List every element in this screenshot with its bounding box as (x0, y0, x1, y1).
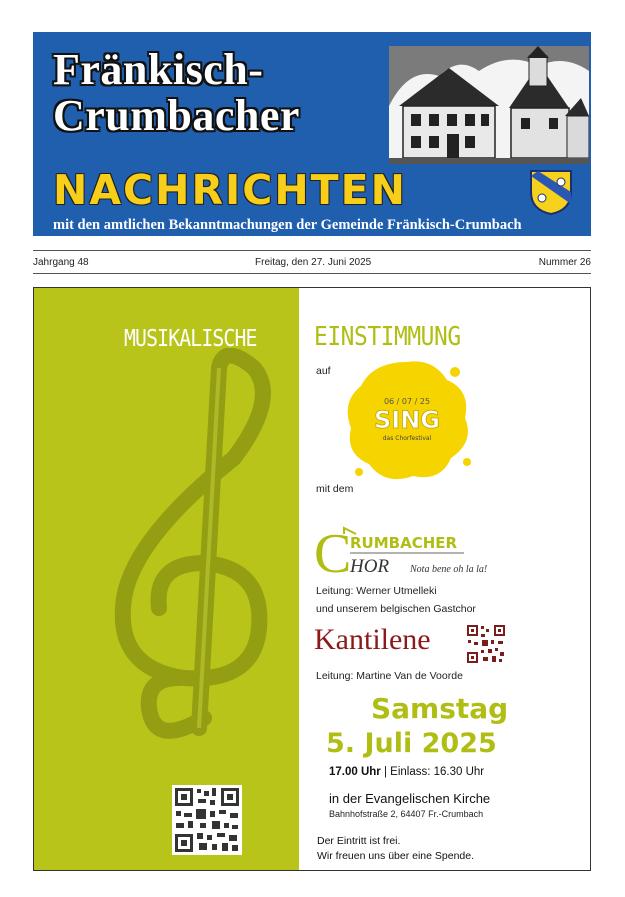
poster-gastchor: und unserem belgischen Gastchor (316, 603, 476, 615)
masthead-title-line1: Fränkisch- (53, 45, 264, 94)
poster-einlass: | Einlass: 16.30 Uhr (380, 766, 485, 778)
masthead-title-line2: Crumbacher (53, 91, 300, 140)
chor-initial: C (314, 526, 352, 582)
chor-line1: RUMBACHER (350, 534, 458, 552)
poster-heading-left: MUSIKALISCHE (124, 326, 257, 352)
masthead-nachrichten: NACHRICHTEN (53, 166, 407, 214)
qr-code-icon (466, 624, 506, 664)
sing-festival-logo (337, 350, 477, 490)
kantilene-logo: Kantilene (314, 623, 431, 656)
masthead (33, 32, 591, 236)
sing-word: SING (374, 406, 440, 434)
poster-heading-right: EINSTIMMUNG (314, 322, 461, 352)
issue-date: Freitag, den 27. Juni 2025 (255, 257, 372, 268)
issue-jahrgang: Jahrgang 48 (33, 257, 89, 268)
poster-date: 5. Juli 2025 (326, 728, 497, 759)
treble-clef-icon (94, 348, 284, 768)
poster-location: in der Evangelischen Kirche (329, 791, 491, 806)
top-rule (33, 250, 591, 251)
poster-auf: auf (316, 365, 331, 377)
chor-tagline: Nota bene oh la la! (410, 564, 488, 575)
poster-admission-line2: Wir freuen uns über eine Spende. (317, 850, 475, 862)
poster-mit-dem: mit dem (316, 483, 354, 495)
poster-admission-line1: Der Eintritt ist frei. (317, 835, 401, 847)
poster-leitung2: Leitung: Martine Van de Voorde (316, 670, 463, 682)
chor-line2: HOR (350, 556, 390, 577)
sing-sub: das Chorfestival (382, 435, 432, 442)
town-house-illustration (389, 46, 589, 164)
municipal-crest-icon (528, 168, 574, 216)
poster-admission (317, 834, 474, 864)
poster-samstag: Samstag (371, 692, 509, 725)
poster-start-time: 17.00 Uhr (329, 766, 381, 778)
sing-date: 06 / 07 / 25 (383, 397, 431, 406)
crumbacher-chor-logo (314, 526, 514, 582)
masthead-subtitle: mit den amtlichen Bekanntmachungen der Gemeinde Fränkisch-Crumbach (53, 217, 522, 233)
poster-leitung1: Leitung: Werner Utmelleki (316, 585, 437, 597)
poster-address: Bahnhofstraße 2, 64407 Fr.-Crumbach (329, 809, 484, 819)
concert-poster (33, 287, 591, 871)
issue-number: Nummer 26 (538, 257, 591, 268)
bottom-rule (33, 273, 591, 274)
qr-code-icon (172, 785, 242, 855)
poster-time (329, 766, 484, 778)
